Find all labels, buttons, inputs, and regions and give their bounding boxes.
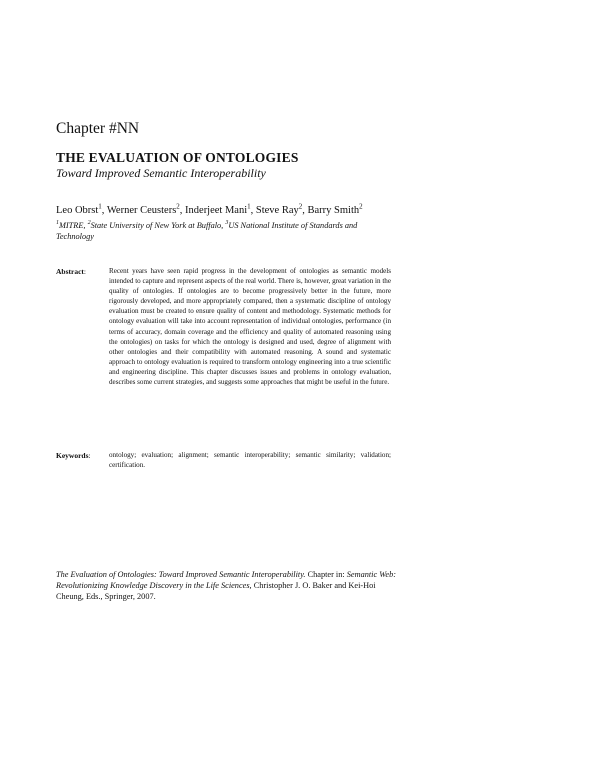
citation-title: The Evaluation of Ontologies: Toward Improved Semantic Interoperability. — [56, 570, 306, 579]
paper-subtitle: Toward Improved Semantic Interoperability — [56, 166, 266, 180]
paper-title: THE EVALUATION OF ONTOLOGIES — [56, 150, 299, 165]
author-list — [56, 202, 363, 216]
abstract-label: Abstract: — [56, 267, 87, 276]
author: Steve Ray$^2$, — [255, 202, 308, 216]
keywords-body: ontology; evaluation; alignment; semantic interoperability; semantic similarity; validation; certification. — [109, 451, 391, 470]
affiliation: $^3$US National Institute of Standards and Technology — [56, 220, 358, 241]
keywords-label: Keywords: — [56, 451, 91, 460]
author: Werner Ceusters$^2$, — [106, 202, 186, 216]
author: Inderjeet Mani$^1$, — [185, 202, 256, 216]
author: Leo Obrst$^1$, — [56, 202, 107, 216]
affiliations — [56, 220, 396, 242]
abstract-body: Recent years have seen rapid progress in the development of ontologies as semantic models intended to capture and represent aspects of the real world. There is, however, great variation in the quality of ontologies. If ontologies are to become progressively better in the future, more rigorously developed, and more appropriately compared, then a systematic discipline of ontology evaluation must be created to ensure quality of content and methodology. Systematic methods for ontology evaluation will take into account representation of individual ontologies, performance (in terms of accuracy, domain coverage and the efficiency and quality of automated reasoning using the ontologies) on tasks for which the ontology is designed and used, degree of alignment with other ontologies and their compatibility with automated reasoning. A sound and systematic approach to ontology evaluation is required to transform ontology engineering into a true scientific and engineering discipline. This chapter discusses issues and problems in ontology evaluation, describes some current strategies, and suggests some approaches that might be useful in the future. — [109, 267, 391, 387]
chapter-number: Chapter #NN — [56, 120, 140, 137]
author: Barry Smith$^2$ — [307, 202, 363, 216]
affiliation: $^2$State University of New York at Buffalo, — [87, 220, 226, 230]
citation-book: Semantic Web: Revolutionizing Knowledge Discovery in the Life Sciences, — [56, 570, 396, 590]
affiliation: $^1$MITRE, — [56, 220, 88, 230]
citation-editors: Christopher J. O. Baker and Kei-Hoi Cheung, Eds., Springer, 2007. — [56, 580, 376, 601]
citation-note: The Evaluation of Ontologies: Toward Improved Semantic Interoperability. Chapter in: Semantic Web: Revolutionizing Knowledge Discovery in the Life Sciences, Christopher J. O. Baker and Kei-Hoi Cheung, Eds., Springer, 2007. — [56, 570, 396, 601]
